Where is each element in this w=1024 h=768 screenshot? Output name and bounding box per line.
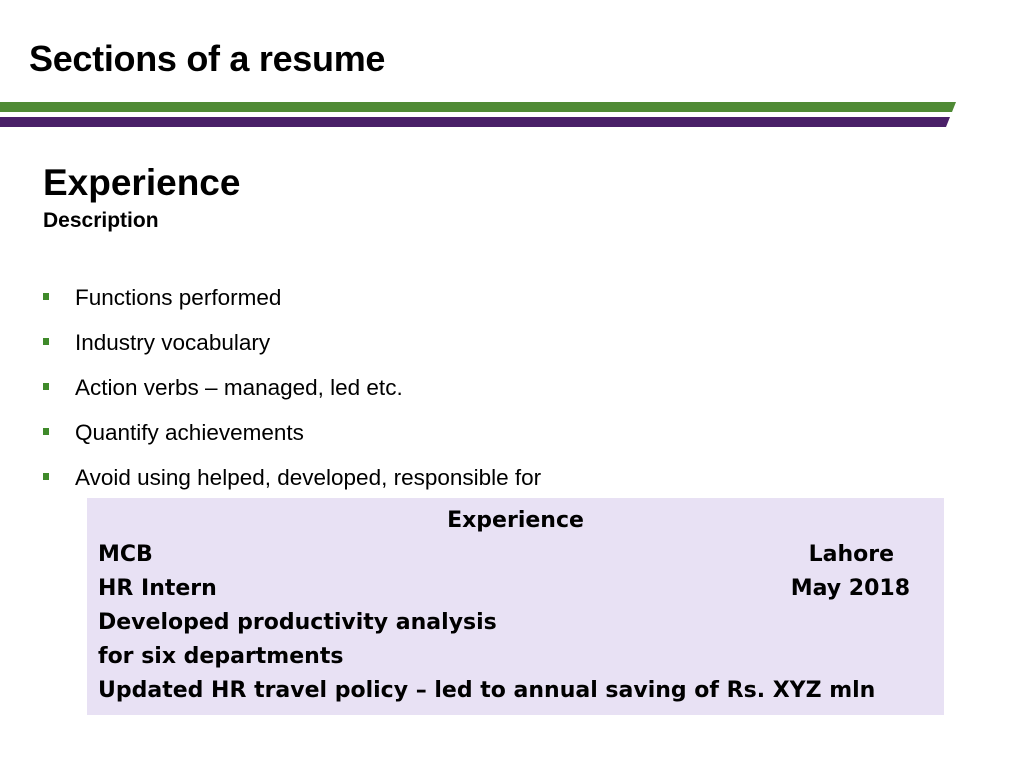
- square-bullet-icon: [43, 293, 49, 300]
- bullet-text: Quantify achievements: [75, 420, 304, 445]
- purple-divider-bar: [0, 117, 950, 127]
- bullet-text: Action verbs – managed, led etc.: [75, 375, 403, 400]
- example-role: HR Intern: [98, 576, 217, 601]
- square-bullet-icon: [43, 473, 49, 480]
- example-date: May 2018: [790, 576, 910, 601]
- green-divider-bar: [0, 102, 956, 112]
- example-company: MCB: [98, 542, 153, 567]
- section-title: Experience: [43, 162, 241, 203]
- example-description-line-2: for six departments: [98, 644, 344, 669]
- bullet-text: Functions performed: [75, 285, 282, 310]
- header-divider-bars: [0, 102, 960, 132]
- example-description-line-1: Developed productivity analysis: [98, 610, 497, 635]
- experience-example-box: [87, 498, 944, 715]
- square-bullet-icon: [43, 383, 49, 390]
- example-heading: Experience: [447, 508, 584, 533]
- bullet-text: Avoid using helped, developed, responsible for: [75, 465, 542, 490]
- section-subtitle: Description: [43, 209, 159, 232]
- example-description-line-3: Updated HR travel policy – led to annual saving of Rs. XYZ mln: [98, 678, 876, 703]
- square-bullet-icon: [43, 338, 49, 345]
- square-bullet-icon: [43, 428, 49, 435]
- example-location: Lahore: [808, 542, 894, 567]
- bullet-text: Industry vocabulary: [75, 330, 271, 355]
- slide-title: Sections of a resume: [29, 38, 386, 79]
